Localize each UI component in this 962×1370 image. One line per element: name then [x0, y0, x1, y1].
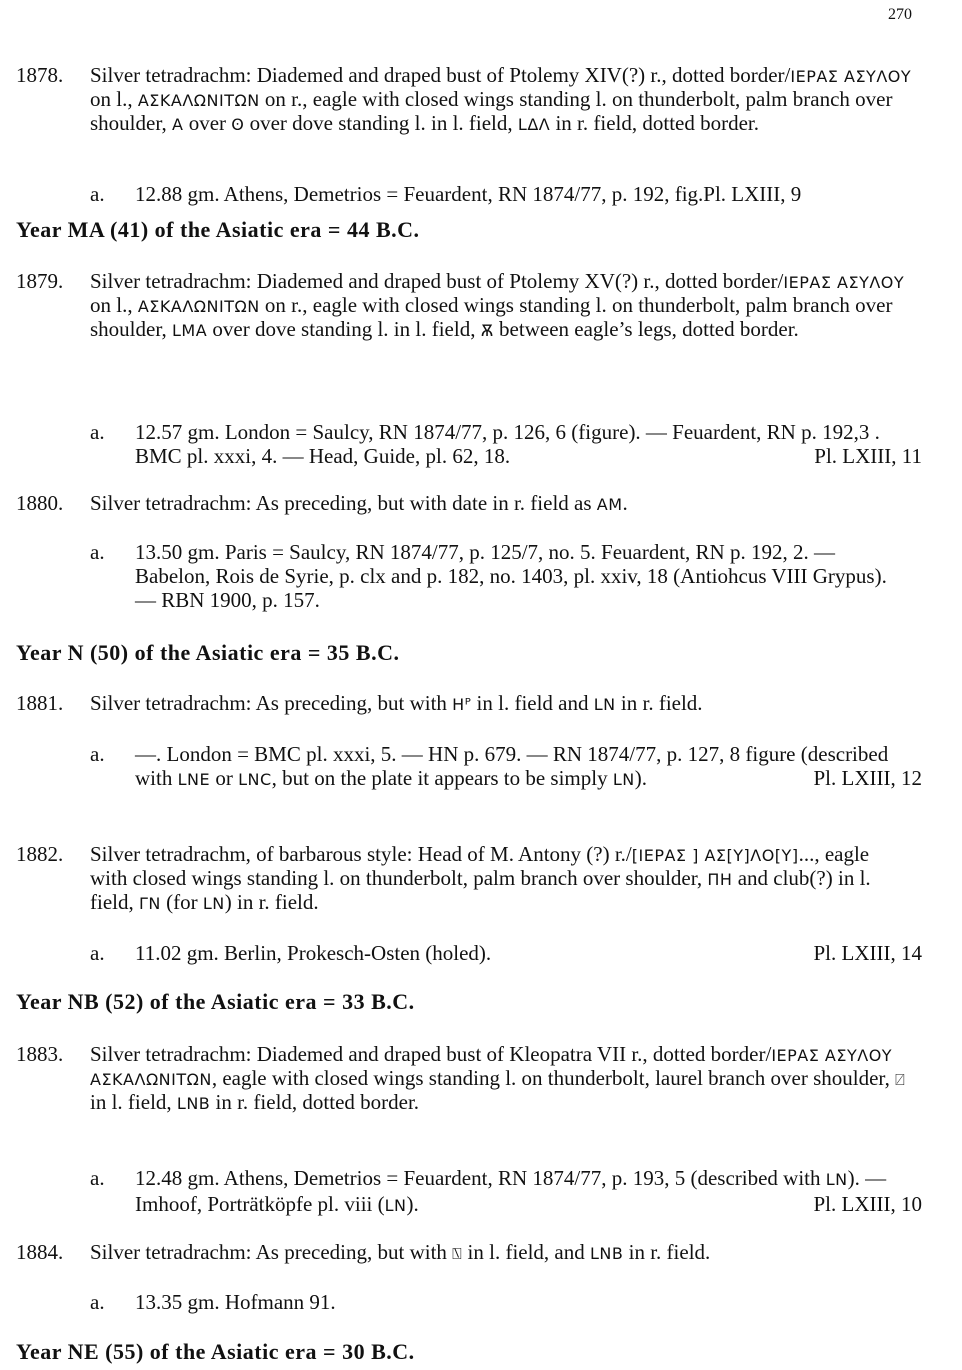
- greek-legend: [ΙΕΡΑΣ ] ΑΣ[Υ]ΛΟ[Υ]: [631, 846, 799, 865]
- specimen-1878-a: [0, 182, 962, 208]
- text: in r. field, dotted border.: [210, 1090, 420, 1114]
- text: ). — Imhoof, Porträtköpfe pl. viii (: [135, 1166, 887, 1216]
- entry-number: 1881.: [16, 691, 64, 715]
- text: ) in r. field.: [224, 890, 319, 914]
- text: Silver tetradrachm: Diademed and draped bust of Ptolemy XV(?) r., dotted border/: [90, 269, 784, 293]
- date-legend: LN: [202, 894, 225, 913]
- date-legend: LMA: [171, 321, 208, 340]
- monogram-symbol: Ѫ: [480, 321, 494, 340]
- entry-number: 1880.: [16, 491, 64, 515]
- specimen-letter: a.: [90, 420, 105, 444]
- text: over: [183, 111, 232, 135]
- specimen-letter: a.: [90, 1166, 105, 1190]
- plate-reference: Pl. LXIII, 12: [813, 766, 922, 790]
- entry-description: [90, 692, 942, 716]
- theta-symbol: ʘ: [231, 115, 245, 134]
- greek-legend: ΠΗ: [707, 870, 733, 889]
- catalog-entry-1884: [0, 1241, 962, 1267]
- catalog-entry-1882: [0, 843, 962, 918]
- entry-number: 1879.: [16, 269, 64, 293]
- greek-legend: ΙΕΡΑΣ ΑΣΥΛΟΥ ΑΣΚΑΛΩΝΙΤΩΝ: [90, 1046, 893, 1089]
- text: over dove standing l. in l. field,: [244, 111, 518, 135]
- entry-description: [90, 64, 932, 136]
- date-legend: LNC: [238, 770, 272, 789]
- entry-number: 1878.: [16, 63, 64, 87]
- date-legend: LNE: [177, 770, 211, 789]
- specimen-letter: a.: [90, 540, 105, 564]
- monogram-symbol: ⍁: [895, 1070, 906, 1089]
- text: , but on the plate it appears to be simply: [271, 766, 613, 790]
- entry-number: 1883.: [16, 1042, 64, 1066]
- text: ..., eagle with closed wings standing l. on thunderbolt, palm branch over shoulder,: [90, 842, 870, 890]
- plate-reference: Pl. LXIII, 11: [814, 444, 922, 468]
- plate-reference: Pl. LXIII, 10: [813, 1192, 922, 1216]
- text: in r. field.: [623, 1240, 711, 1264]
- text: Silver tetradrachm: As preceding, but with: [90, 691, 453, 715]
- entry-description: [90, 843, 892, 915]
- plate-reference: Pl. LXIII, 14: [813, 941, 922, 965]
- text: in l. field and: [471, 691, 594, 715]
- entry-description: [90, 1241, 942, 1265]
- specimen-text: [135, 941, 922, 965]
- entry-number: 1884.: [16, 1240, 64, 1264]
- date-legend: ΑΜ: [596, 495, 623, 514]
- text: (for: [160, 890, 203, 914]
- date-legend: LN: [593, 695, 616, 714]
- specimen-letter: a.: [90, 1290, 105, 1314]
- text: Silver tetradrachm: As preceding, but with date in r. field as: [90, 491, 597, 515]
- specimen-1882-a: [0, 941, 962, 967]
- text: —. London = BMC pl. xxxi, 5. — HN p. 679. — RN 1874/77, p. 127, 8 figure (described with: [135, 742, 889, 790]
- monogram-symbol: ⍂: [452, 1244, 463, 1263]
- text: 12.48 gm. Athens, Demetrios = Feuardent, RN 1874/77, p. 193, 5 (described with: [135, 1166, 826, 1190]
- specimen-1881-a: [0, 742, 962, 817]
- page-number: 270: [888, 6, 912, 23]
- specimen-1884-a: [0, 1290, 962, 1316]
- text: between eagle’s legs, dotted border.: [493, 317, 799, 341]
- text: over dove standing l. in l. field,: [207, 317, 481, 341]
- text: or: [210, 766, 239, 790]
- text: in l. field, and: [462, 1240, 591, 1264]
- text: in r. field.: [615, 691, 703, 715]
- date-legend: LNB: [176, 1094, 211, 1113]
- year-heading: Year NB (52) of the Asiatic era = 33 B.C.: [16, 989, 415, 1014]
- specimen-letter: a.: [90, 742, 105, 766]
- specimen-1880-a: [0, 540, 962, 615]
- text: ).: [634, 766, 647, 790]
- catalog-entry-1881: [0, 692, 962, 718]
- specimen-text: [135, 420, 922, 468]
- text: on r., eagle with closed wings standing l. on thunderbolt, palm branch over shoulder,: [90, 293, 893, 341]
- specimen-text: [135, 742, 922, 792]
- specimen-text: 13.35 gm. Hofmann 91.: [135, 1290, 336, 1314]
- specimen-text: 12.88 gm. Athens, Demetrios = Feuardent, RN 1874/77, p. 192, fig.Pl. LXIII, 9: [135, 182, 802, 206]
- date-legend: LN: [825, 1170, 848, 1189]
- entry-description: [90, 492, 942, 516]
- text: Silver tetradrachm, of barbarous style: Head of M. Antony (?) r./: [90, 842, 632, 866]
- text: Silver tetradrachm: Diademed and draped bust of Ptolemy XIV(?) r., dotted border/: [90, 63, 791, 87]
- text: in l. field,: [90, 1090, 177, 1114]
- date-legend: LN: [612, 770, 635, 789]
- specimen-letter: a.: [90, 941, 105, 965]
- text: , eagle with closed wings standing l. on thunderbolt, laurel branch over shoulder,: [211, 1066, 896, 1090]
- text: on l.,: [90, 87, 138, 111]
- date-legend: LNB: [590, 1244, 624, 1263]
- greek-legend: ΑΣΚΑΛΩΝΙΤΩΝ: [137, 297, 260, 316]
- specimen-1883-a: [0, 1166, 962, 1216]
- catalog-entry-1880: [0, 492, 962, 518]
- greek-letter: Α: [171, 115, 184, 134]
- text: ).: [406, 1192, 419, 1216]
- specimen-letter: a.: [90, 182, 105, 206]
- specimen-text: 13.50 gm. Paris = Saulcy, RN 1874/77, p. 125/7, no. 5. Feuardent, RN p. 192, 2. — Babelon, Rois de Syrie, p. clx and p. 182, no. 1403, pl. xxiv, 18 (Antiohcus VIII Grypus). — RBN 1900, p. 157.: [135, 540, 887, 612]
- text: on l.,: [90, 293, 138, 317]
- text: on r., eagle with closed wings standing l. on thunderbolt, palm branch over shoulder,: [90, 87, 893, 135]
- date-legend: ΓΝ: [138, 894, 161, 913]
- greek-legend: ΑΣΚΑΛΩΝΙΤΩΝ: [137, 91, 260, 110]
- specimen-citation: 11.02 gm. Berlin, Prokesch-Osten (holed).: [135, 941, 492, 965]
- entry-description: [90, 1043, 912, 1115]
- year-heading: Year N (50) of the Asiatic era = 35 B.C.: [16, 640, 400, 665]
- monogram-symbol: Hᴾ: [452, 695, 472, 714]
- specimen-1879-a: [0, 420, 962, 470]
- specimen-text: [135, 1166, 922, 1218]
- catalog-entry-1883: [0, 1043, 962, 1143]
- date-legend: LΔΛ: [517, 115, 551, 134]
- specimen-citation: 12.57 gm. London = Saulcy, RN 1874/77, p. 126, 6 (figure). — Feuardent, RN p. 192,3 . BMC pl. xxxi, 4. — Head, Guide, pl. 62, 18.: [135, 420, 880, 468]
- text: and club(?) in l. field,: [90, 866, 871, 914]
- year-heading: Year NE (55) of the Asiatic era = 30 B.C.: [16, 1339, 415, 1364]
- text: .: [622, 491, 628, 515]
- greek-legend: ΙΕΡΑΣ ΑΣΥΛΟΥ: [790, 67, 912, 86]
- greek-legend: ΙΕΡΑΣ ΑΣΥΛΟΥ: [783, 273, 905, 292]
- entry-number: 1882.: [16, 842, 64, 866]
- catalog-entry-1878: [0, 64, 962, 164]
- catalog-entry-1879: [0, 270, 962, 370]
- text: Silver tetradrachm: Diademed and draped bust of Kleopatra VII r., dotted border/: [90, 1042, 772, 1066]
- date-legend: LN: [384, 1196, 407, 1215]
- year-heading: Year MA (41) of the Asiatic era = 44 B.C.: [16, 217, 420, 242]
- text: in r. field, dotted border.: [550, 111, 760, 135]
- entry-description: [90, 270, 912, 342]
- text: Silver tetradrachm: As preceding, but with: [90, 1240, 453, 1264]
